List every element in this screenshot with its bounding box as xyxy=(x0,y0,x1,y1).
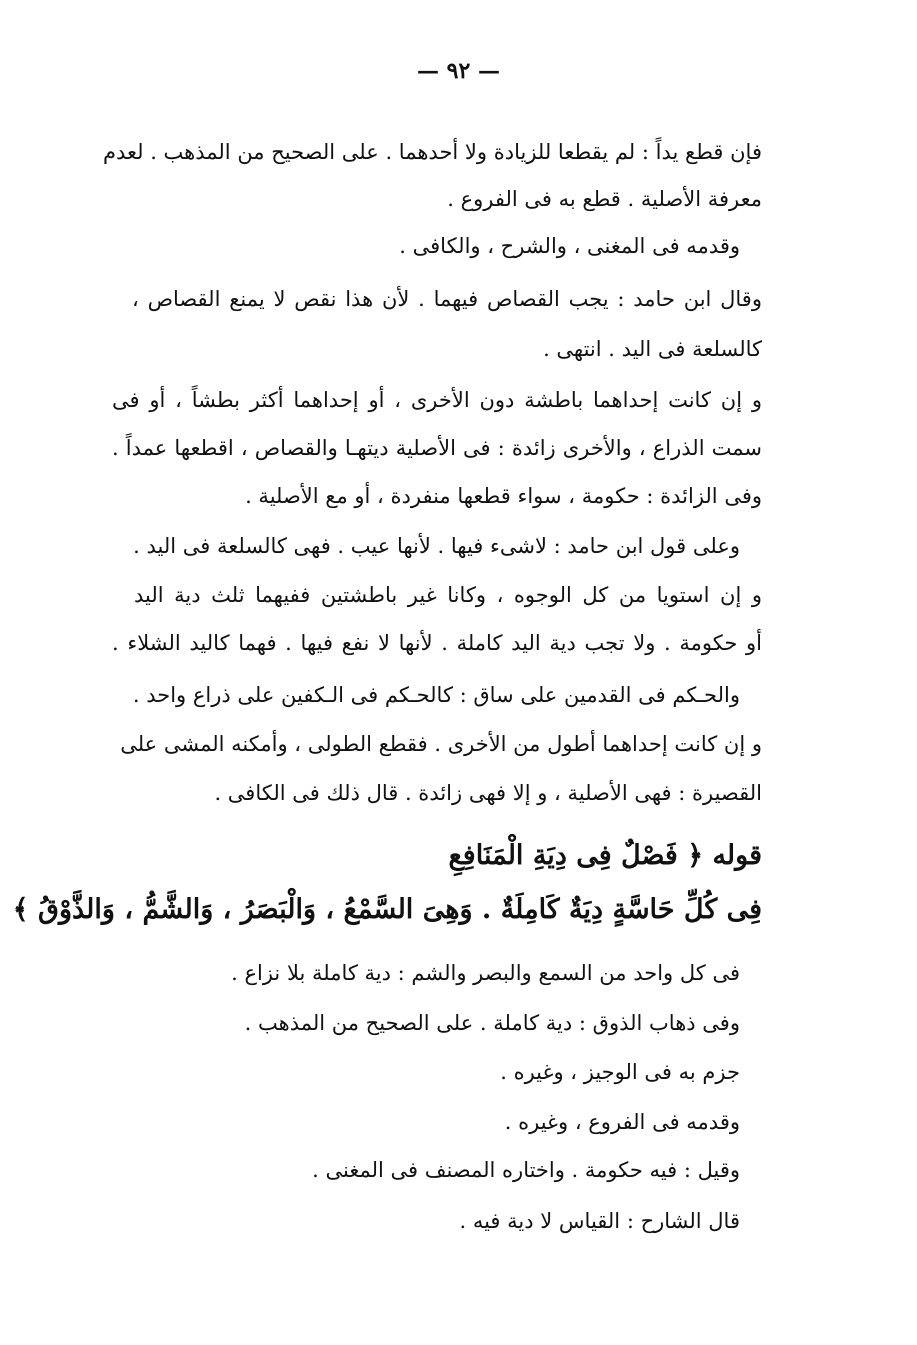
text-line: وقال ابن حامد : يجب القصاص فيهما . لأن هذا نقص لا يمنع القصاص ، xyxy=(132,287,762,311)
page-number: — ٩٢ — xyxy=(417,58,500,84)
text-line: كالسلعة فى اليد . انتهى . xyxy=(543,337,762,361)
text-line: وقيل : فيه حكومة . واختاره المصنف فى المغنى . xyxy=(312,1158,740,1182)
text-line: معرفة الأصلية . قطع به فى الفروع . xyxy=(447,187,762,211)
section-heading-text: فِى كُلِّ حَاسَّةٍ دِيَةٌ كَامِلَةٌ . وَهِىَ السَّمْعُ ، وَالْبَصَرُ ، وَالشَّمُّ ، وَالذَّوْقُ ﴾ xyxy=(12,894,762,925)
text-line: والحـكم فى القدمين على ساق : كالحـكم فى الـكفين على ذراع واحد . xyxy=(132,683,740,707)
text-line: و إن كانت إحداهما أطول من الأخرى . فقطع الطولى ، وأمكنه المشى على xyxy=(120,732,762,756)
text-line: وفى ذهاب الذوق : دية كاملة . على الصحيح من المذهب . xyxy=(244,1011,740,1035)
text-line: وقدمه فى المغنى ، والشرح ، والكافى . xyxy=(399,234,740,258)
text-line: و إن كانت إحداهما باطشة دون الأخرى ، أو إحداهما أكثر بطشاً ، أو فى xyxy=(112,388,762,412)
text-line: سمت الذراع ، والأخرى زائدة : فى الأصلية ديتهـا والقصاص ، اقطعها عمداً . xyxy=(112,436,762,460)
text-line: القصيرة : فهى الأصلية ، و إلا فهى زائدة . قال ذلك فى الكافى . xyxy=(214,781,762,805)
text-line: و إن استويا من كل الوجوه ، وكانا غير باطشتين ففيهما ثلث دية اليد xyxy=(134,583,762,607)
text-line: أو حكومة . ولا تجب دية اليد كاملة . لأنها لا نفع فيها . فهما كاليد الشلاء . xyxy=(112,631,762,655)
section-heading: قوله ﴿ فَصْلٌ فِى دِيَةِ الْمَنَافِعِ xyxy=(448,840,762,871)
text-line: وفى الزائدة : حكومة ، سواء قطعها منفردة ، أو مع الأصلية . xyxy=(245,484,762,508)
text-line: فإن قطع يداً : لم يقطعا للزيادة ولا أحدهما . على الصحيح من المذهب . لعدم xyxy=(102,140,762,164)
text-line: وعلى قول ابن حامد : لاشىء فيها . لأنها عيب . فهى كالسلعة فى اليد . xyxy=(133,534,740,558)
text-line: جزم به فى الوجيز ، وغيره . xyxy=(500,1060,740,1084)
text-line: قال الشارح : القياس لا دية فيه . xyxy=(459,1209,740,1233)
text-line: فى كل واحد من السمع والبصر والشم : دية كاملة بلا نزاع . xyxy=(231,961,740,985)
text-line: وقدمه فى الفروع ، وغيره . xyxy=(504,1110,740,1134)
